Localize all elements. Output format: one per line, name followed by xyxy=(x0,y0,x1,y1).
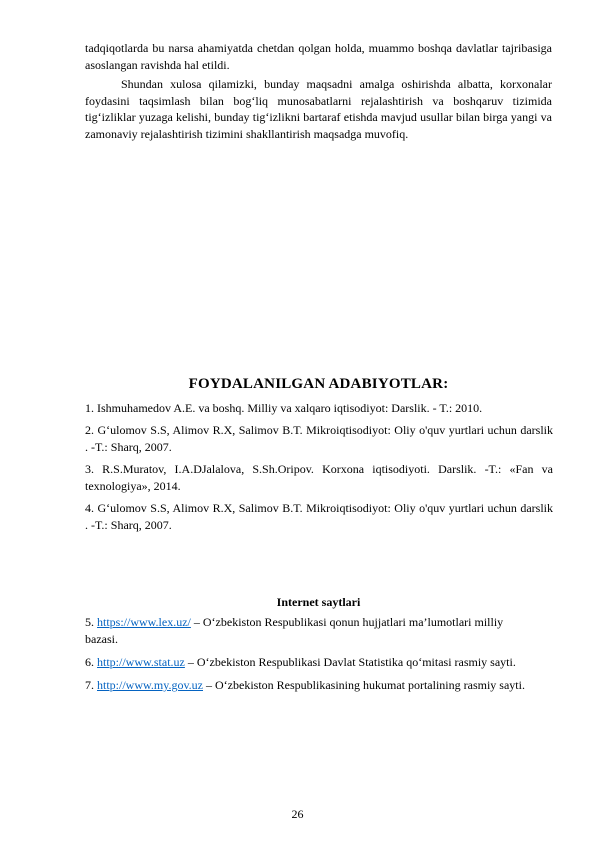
reference-item: 4. G‘ulomov S.S, Alimov R.X, Salimov B.T. Mikroiqtisodiyot: Oliy o'quv yurtlari uchun darslik . -T.: Sharq, 2007. xyxy=(85,501,553,532)
body-text xyxy=(85,40,552,142)
reference-item: 1. Ishmuhamedov A.E. va boshq. Milliy va xalqaro iqtisodiyot: Darslik. - T.: 2010. xyxy=(85,401,483,415)
paragraph-1: tadqiqotlarda bu narsa ahamiyatda chetdan qolgan holda, muammo boshqa davlatlar tajribasiga asoslangan ravishda hal etildi. xyxy=(85,41,552,72)
item-number: 7. xyxy=(85,678,97,692)
item-number: 5. xyxy=(85,615,97,629)
internet-sites-heading: Internet saytlari xyxy=(276,595,361,609)
item-description: – O‘zbekiston Respublikasi qonun hujjatlari ma’lumotlari milliy bazasi. xyxy=(85,615,504,646)
internet-site-item xyxy=(85,677,553,694)
reference-item: 2. G‘ulomov S.S, Alimov R.X, Salimov B.T. Mikroiqtisodiyot: Oliy o'quv yurtlari uchun darslik . -T.: Sharq, 2007. xyxy=(85,423,553,454)
item-description: – O‘zbekiston Respublikasining hukumat portalining rasmiy sayti. xyxy=(203,678,525,692)
stat-uz-link[interactable]: http://www.stat.uz xyxy=(97,655,185,669)
page-number: 26 xyxy=(291,807,304,821)
internet-site-item xyxy=(85,614,553,648)
references-title: FOYDALANILGAN ADABIYOTLAR: xyxy=(188,376,449,392)
paragraph-2: Shundan xulosa qilamizki, bunday maqsadni amalga oshirishda albatta, korxonalar foydasini taqsimlash bilan bog‘liq munosabatlarni rejalashtirish va boshqaruv tizimida tig‘izliklar yuzaga kelishi, bunday tig‘izlikni bartaraf etishda mavjud usullar bilan birga yangi va zamonaviy rejalashtirish tizimini shakllantirish maqsadga muvofiq. xyxy=(85,77,552,141)
lex-uz-link[interactable]: https://www.lex.uz/ xyxy=(97,615,191,629)
item-description: – O‘zbekiston Respublikasi Davlat Statistika qo‘mitasi rasmiy sayti. xyxy=(184,655,516,669)
references-list xyxy=(85,400,553,539)
reference-item: 3. R.S.Muratov, I.A.DJalalova, S.Sh.Oripov. Korxona iqtisodiyoti. Darslik. -T.: «Fan va texnologiya», 2014. xyxy=(85,462,553,493)
internet-site-item xyxy=(85,654,553,671)
my-gov-uz-link[interactable]: http://www.my.gov.uz xyxy=(97,678,203,692)
item-number: 6. xyxy=(85,655,97,669)
internet-sites-list xyxy=(85,614,553,700)
